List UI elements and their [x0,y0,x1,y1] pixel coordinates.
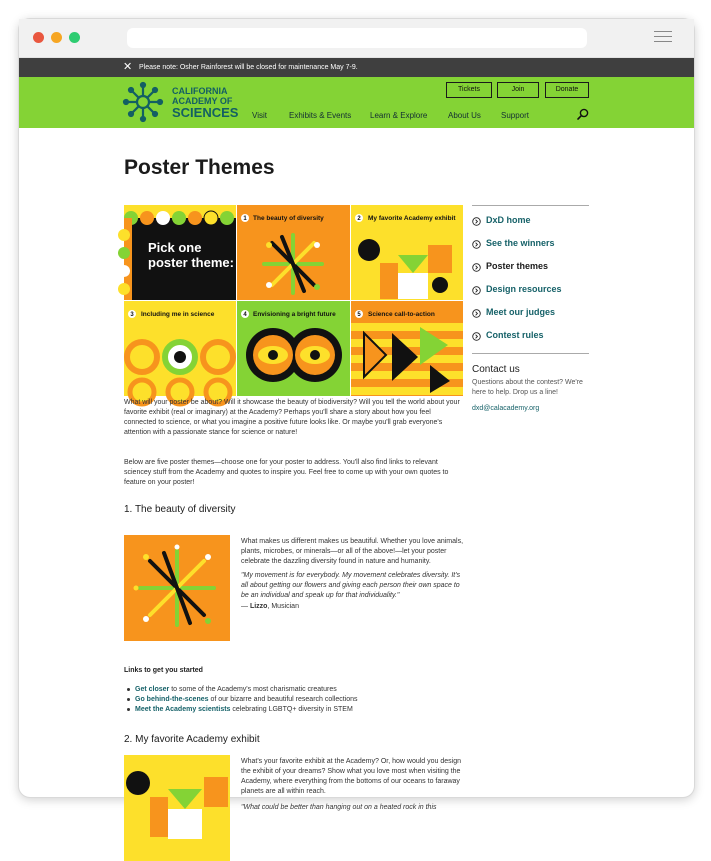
tile-4-number: 4 [243,312,247,318]
bullet [127,688,130,691]
poster-tile-1 [237,205,350,300]
tile-2-number: 2 [357,216,361,222]
link-description: to some of the Academy's most charismatic creatures [169,686,337,693]
tile-1-number: 1 [243,216,247,222]
sidebar-item-label: Poster themes [486,261,549,271]
arrow-circle-icon [472,309,481,318]
poster-themes-graphic [124,205,463,396]
contact-text: Questions about the contest? We're here to help. Drop us a line! [472,379,583,396]
list-item [127,696,358,703]
arrow-circle-icon [472,332,481,341]
browser-toolbar [19,19,694,58]
diversity-thumbnail [124,535,230,641]
section-2-description: What's your favorite exhibit at the Academy? Or, how would you design the exhibit of your dreams? Show what you love most when visiting the Academy, where everything from the bottoms of our oceans to faraway planets are all within reach. [241,758,462,795]
brand-line-2: ACADEMY OF [172,96,233,106]
tile-3-number: 3 [130,312,134,318]
sidebar-item-label: Meet our judges [486,307,556,317]
arrow-circle-icon [472,240,481,249]
section-2-heading: 2. My favorite Academy exhibit [124,734,260,745]
sidebar [472,205,589,412]
arrow-circle-icon [472,286,481,295]
bullet [127,708,130,711]
close-icon[interactable]: ✕ [123,61,133,73]
section-1-description: What makes us different makes us beautiful. Whether you love animals, plants, microbes, or minerals—or all of the above!—let your poster celebrate the dazzling diversity found in nature and humanity. [241,538,464,565]
bullet [127,698,130,701]
notice-text: Please note: Osher Rainforest will be closed for maintenance May 7-9. [139,64,358,71]
nav-learn-explore[interactable]: Learn & Explore [370,111,428,120]
meet-scientists-link[interactable]: Meet the Academy scientists [135,706,231,713]
nav-about-us[interactable]: About Us [448,111,481,120]
tickets-button[interactable]: Tickets [446,82,492,98]
join-button[interactable]: Join [497,82,539,98]
poster-tile-4 [237,301,350,396]
link-description: celebrating LGBTQ+ diversity in STEM [230,706,353,713]
arrow-circle-icon [472,263,481,272]
tile-1-label: The beauty of diversity [253,215,324,222]
page-title: Poster Themes [124,156,275,179]
brand-line-3: SCIENCES [172,105,239,120]
contact-email-link[interactable]: dxd@calacademy.org [472,405,540,412]
tile-4-label: Envisioning a bright future [253,311,336,318]
search-icon[interactable] [577,108,589,120]
contact-heading: Contact us [472,364,520,375]
close-window-button[interactable] [33,32,44,43]
tile-3-label: Including me in science [141,311,215,318]
list-item [127,706,353,713]
poster-tile-3 [124,301,236,404]
sidebar-divider [472,353,589,354]
behind-the-scenes-link[interactable]: Go behind-the-scenes [135,696,209,703]
site-header [19,77,694,128]
section-1-attribution [241,602,464,612]
tile-5-label: Science call-to-action [368,311,435,318]
academy-logo-icon[interactable] [123,82,163,122]
sidebar-item-label: Design resources [486,284,562,294]
exhibit-thumbnail [124,755,230,861]
notice-bar [19,58,694,77]
menu-icon[interactable] [654,31,672,46]
themes-paragraph: Below are five poster themes—choose one for your poster to address. You'll also find links to relevant sciencey stuff from the Academy and quotes to inspire you. Feel free to come up with your own quotes to feature on your poster! [124,459,449,486]
section-1-quote: "My movement is for everybody. My movement celebrates diversity. It's all about getting our flowers and giving each person their own space to be an individual and speak up for that individuality." [241,572,461,599]
poster-intro-tile [118,205,236,300]
poster-tile-2 [351,205,463,300]
sidebar-item-label: DxD home [486,215,531,225]
minimize-window-button[interactable] [51,32,62,43]
main-content [19,127,694,811]
sidebar-top-divider [472,205,589,206]
poster-intro-line-2: poster theme: [148,255,234,270]
sidebar-item-label: See the winners [486,238,555,248]
attribution-role: , Musician [267,603,299,610]
tile-5-number: 5 [357,312,361,318]
poster-intro-line-1: Pick one [148,240,202,255]
get-closer-link[interactable]: Get closer [135,686,170,693]
section-2-quote: "What could be better than hanging out on a heated rock in this [241,804,437,811]
address-bar[interactable] [127,28,587,48]
attribution-name: Lizzo [249,603,268,610]
attribution-dash: — [241,603,250,610]
brand-wordmark[interactable] [172,86,238,119]
poster-tile-5 [351,301,463,396]
links-heading: Links to get you started [124,667,203,674]
list-item [127,686,337,693]
sidebar-item-label: Contest rules [486,330,544,340]
nav-exhibits-events[interactable]: Exhibits & Events [289,111,352,120]
nav-visit[interactable]: Visit [252,111,267,120]
link-description: of our bizarre and beautiful research collections [208,696,358,703]
browser-window [18,18,695,811]
intro-paragraph: What will your poster be about? Will it showcase the beauty of biodiversity? Will you tell the world about your favorite exhibit (real or imaginary) at the Academy? Perhaps you'll share a story about how you feel connected to science, or what you imagine a positive future looks like. Or maybe you'll grab everyone's attention with a passionate stance for science or nature! [124,399,460,436]
arrow-circle-icon [472,217,481,226]
nav-support[interactable]: Support [501,111,530,120]
maximize-window-button[interactable] [69,32,80,43]
tile-2-label: My favorite Academy exhibit [368,215,456,222]
brand-line-1: CALIFORNIA [172,86,228,96]
donate-button[interactable]: Donate [545,82,589,98]
section-1-heading: 1. The beauty of diversity [124,504,236,515]
